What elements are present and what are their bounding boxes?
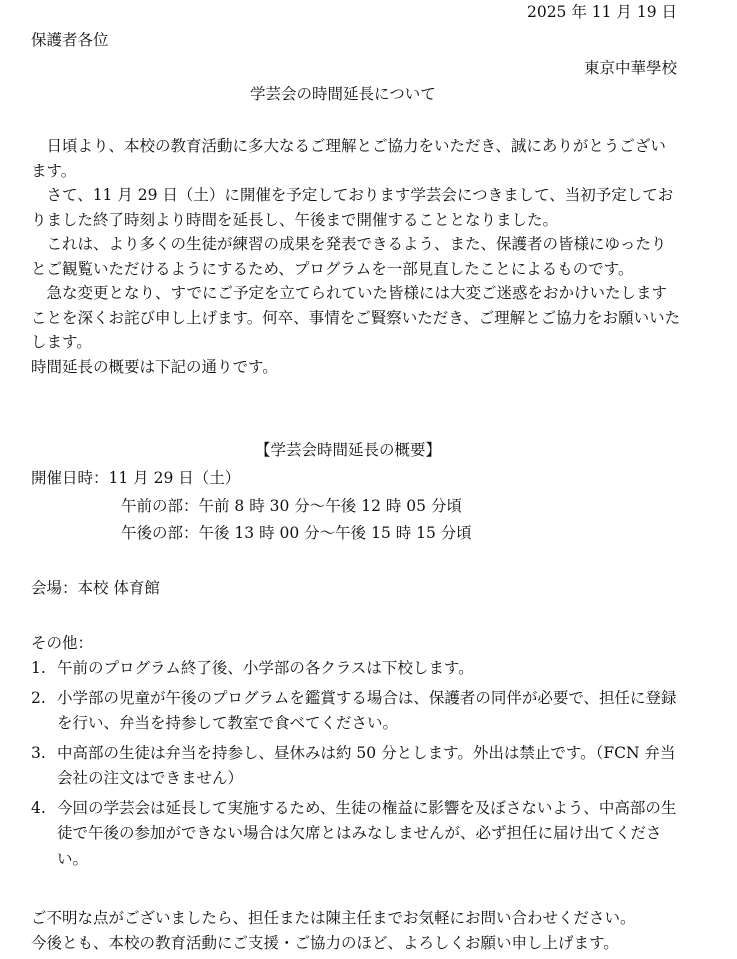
list-item-text: 午前のプログラム終了後、小学部の各クラスは下校します。 bbox=[57, 659, 474, 677]
venue-line: 会場：本校 体育館 bbox=[31, 579, 160, 597]
summary-heading: 【学芸会時間延長の概要】 bbox=[255, 441, 442, 459]
recipient: 保護者各位 bbox=[31, 31, 109, 49]
body-paragraph-summary-intro: 時間延長の概要は下記の通りです。 bbox=[31, 357, 278, 376]
sender-school: 東京中華學校 bbox=[583, 59, 677, 77]
list-item-text: 小学部の児童が午後のプログラムを鑑賞する場合は、保護者の同伴が必要で、担任に登録を行い、弁当を持参して教室で食べてください。 bbox=[57, 688, 677, 732]
list-item-number: 2. bbox=[31, 688, 46, 707]
body-paragraph-greeting: 日頃より、本校の教育活動に多大なるご理解とご協力をいただき、誠にありがとうございます。 bbox=[31, 137, 666, 180]
list-item bbox=[31, 741, 687, 792]
list-item-text: 今回の学芸会は延長して実施するため、生徒の権益に影響を及ぼさないよう、中高部の生徒で午後の参加ができない場合は欠席とはみなしませんが、必ず担任に届け出てください。 bbox=[57, 798, 677, 868]
body-paragraph-reason: これは、より多くの生徒が練習の成果を発表できるよう、また、保護者の皆様にゆったりとご観覧いただけるようにするため、プログラムを一部見直したことによるものです。 bbox=[31, 235, 667, 278]
afternoon-session-line: 午後の部：午後 13 時 00 分～午後 15 時 15 分頃 bbox=[121, 524, 472, 542]
document-subject: 学芸会の時間延長について bbox=[250, 85, 436, 103]
letter-body bbox=[31, 134, 681, 379]
body-paragraph-apology: 急な変更となり、すでにご予定を立てられていた皆様には大変ご迷惑をおかけいたしますことを深くお詫び申し上げます。何卒、事情をご賢察いただき、ご理解とご協力をお願いいたします。 bbox=[31, 284, 681, 351]
body-paragraph-announcement: さて、11 月 29 日（土）に開催を予定しております学芸会につきまして、当初予定しておりました終了時刻より時間を延長し、午後まで開催することとなりました。 bbox=[31, 186, 674, 229]
list-item-text: 中高部の生徒は弁当を持参し、昼休みは約 50 分とします。外出は禁止です。（FCN 弁当会社の注文はできません） bbox=[57, 743, 676, 787]
list-item-number: 1. bbox=[31, 659, 46, 677]
closing-line-contact: ご不明な点がございましたら、担任または陳主任までお気軽にお問い合わせください。 bbox=[31, 909, 636, 927]
list-item-number: 4. bbox=[31, 798, 46, 817]
list-item bbox=[31, 656, 687, 682]
notes-list bbox=[31, 656, 687, 876]
closing-block bbox=[31, 906, 721, 955]
other-notes-label: その他： bbox=[31, 634, 94, 652]
list-item bbox=[31, 796, 687, 873]
morning-session-line: 午前の部：午前 8 時 30 分～午後 12 時 05 分頃 bbox=[121, 497, 462, 515]
closing-line-regards: 今後とも、本校の教育活動にご支援・ご協力のほど、よろしくお願い申し上げます。 bbox=[31, 933, 619, 952]
document-date: 2025 年 11 月 19 日 bbox=[526, 3, 677, 21]
list-item bbox=[31, 686, 687, 737]
list-item-number: 3. bbox=[31, 743, 46, 762]
event-date-line: 開催日時：11 月 29 日（土） bbox=[31, 469, 241, 487]
